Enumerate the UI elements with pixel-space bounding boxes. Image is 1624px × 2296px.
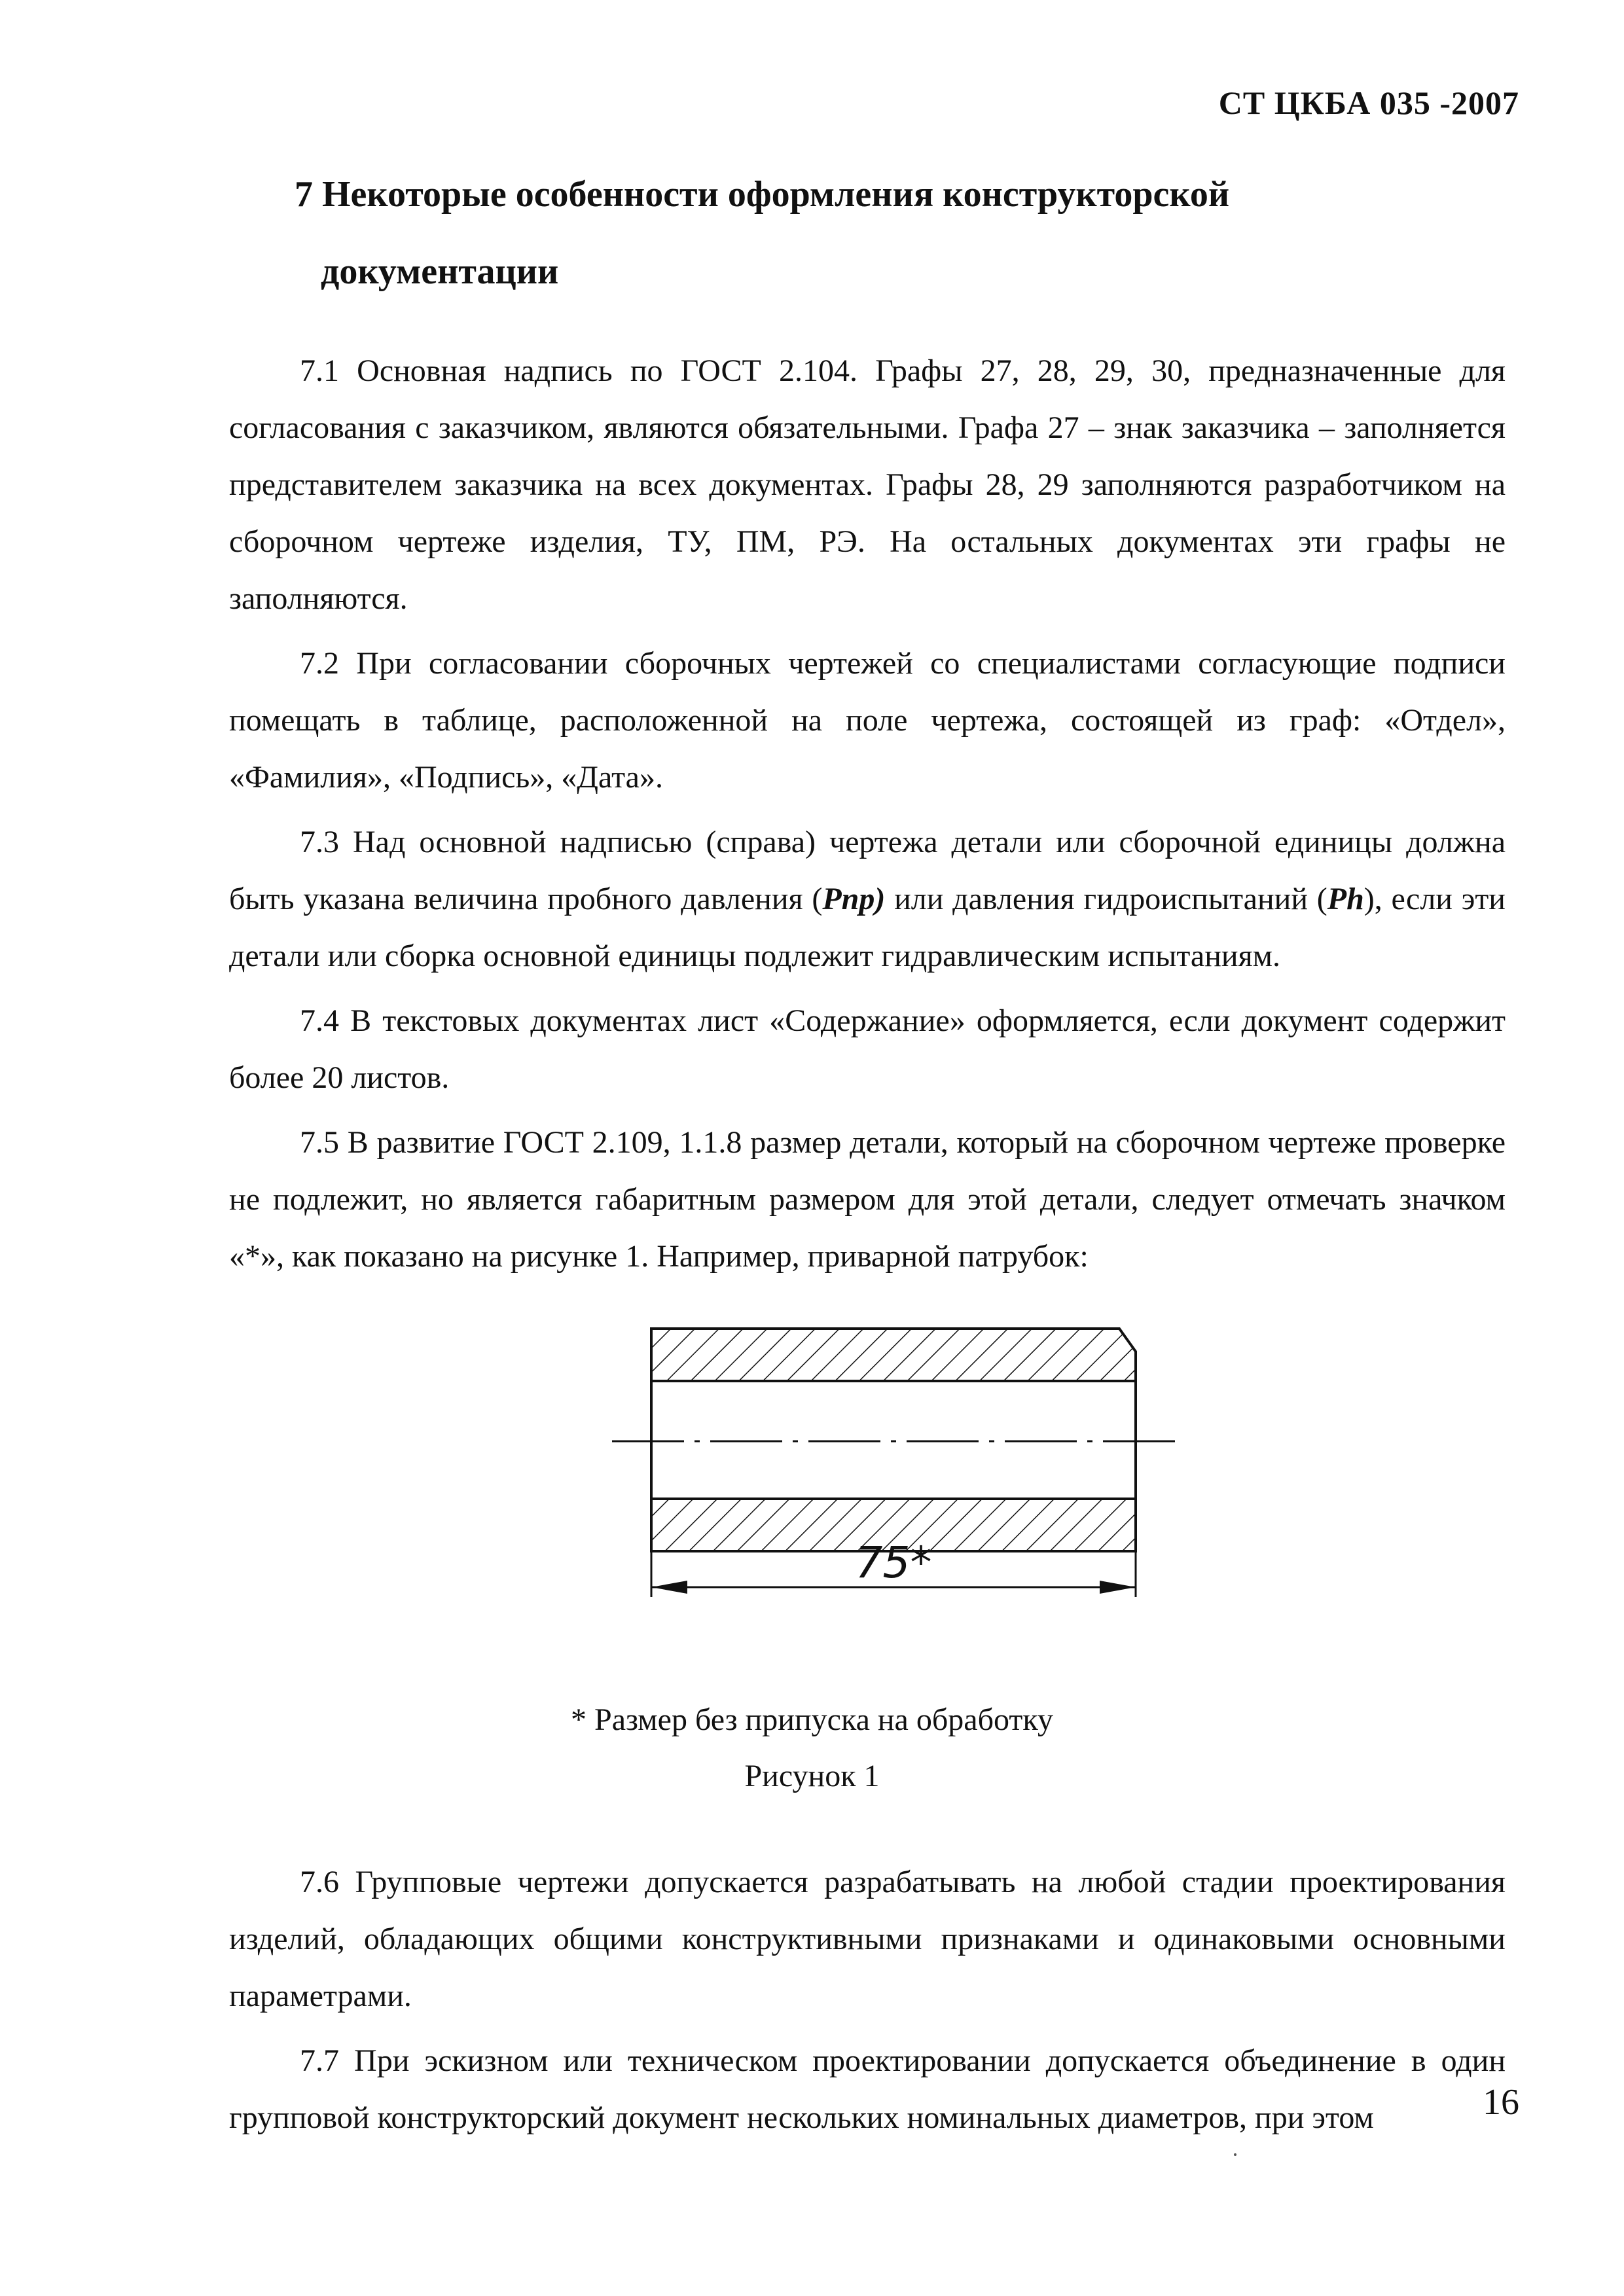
paragraph-7-2: 7.2 При согласовании сборочных чертежей со специалистами согласующие подписи помещать в таблице, расположенной на поле чертежа, состоящей из граф: «Отдел», «Фамилия», «Подпись», «Дата». <box>229 646 1506 795</box>
document-code: СТ ЦКБА 035 -2007 <box>1218 84 1519 121</box>
paragraph-7-4: 7.4 В текстовых документах лист «Содержание» оформляется, если документ содержит более 20 листов. <box>229 1003 1506 1095</box>
text-block-lower <box>229 1854 1506 2146</box>
section-title-line-2: документации <box>321 251 559 292</box>
figure-welded-pipe-drawing <box>589 1289 1191 1656</box>
figure-caption: Рисунок 1 <box>744 1759 880 1793</box>
pipe-section-drawing <box>589 1289 1191 1656</box>
paragraph-7-7: 7.7 При эскизном или техническом проектировании допускается объединение в один групповой конструкторский документ нескольких номинальных диаметров, при этом <box>229 2043 1506 2135</box>
ph-symbol: Ph <box>1327 882 1364 916</box>
dimension-arrow-left <box>651 1581 687 1594</box>
text-block-upper <box>229 342 1506 1285</box>
paragraph-7-3-part-1: 7.3 Над основной надписью (справа) чертежа детали или сборочной единицы должна быть указана величина пробного давления ( <box>229 825 1506 916</box>
paragraph-7-3-part-2: или давления гидроиспытаний ( <box>885 882 1327 916</box>
paragraph-7-6: 7.6 Групповые чертежи допускается разрабатывать на любой стадии проектирования изделий, обладающих общими конструктивными признаками и одинаковыми основными параметрами. <box>229 1865 1506 2013</box>
paragraph-7-1: 7.1 Основная надпись по ГОСТ 2.104. Графы 27, 28, 29, 30, предназначенные для согласования с заказчиком, являются обязательными. Графа 27 – знак заказчика – заполняется представителем заказчика на всех документах. Графы 28, 29 заполняются разработчиком на сборочном чертеже изделия, ТУ, ПМ, РЭ. На остальных документах эти графы не заполняются. <box>229 353 1506 616</box>
pnp-symbol: Pnp) <box>822 882 886 916</box>
section-title-line-1: 7 Некоторые особенности оформления конструкторской <box>295 174 1230 215</box>
paragraph-7-5: 7.5 В развитие ГОСТ 2.109, 1.1.8 размер детали, который на сборочном чертеже проверке не подлежит, но является габаритным размером для этой детали, следует отмечать значком «*», как показано на рисунке 1. Например, приварной патрубок: <box>229 1125 1506 1274</box>
section-title <box>295 156 1506 310</box>
dimension-arrow-right <box>1100 1581 1136 1594</box>
pipe-top-wall <box>651 1329 1136 1381</box>
dimension-label: 75* <box>855 1537 932 1588</box>
page-number: 16 <box>1483 2082 1519 2123</box>
scan-speck <box>1234 2153 1236 2156</box>
paragraph-7-3-part-3: ), если эти детали или сборка основной единицы подлежит гидравлическим испытаниям. <box>229 882 1506 973</box>
figure-footnote: * Размер без припуска на обработку <box>571 1702 1053 1737</box>
paragraph-7-3 <box>229 814 1506 984</box>
